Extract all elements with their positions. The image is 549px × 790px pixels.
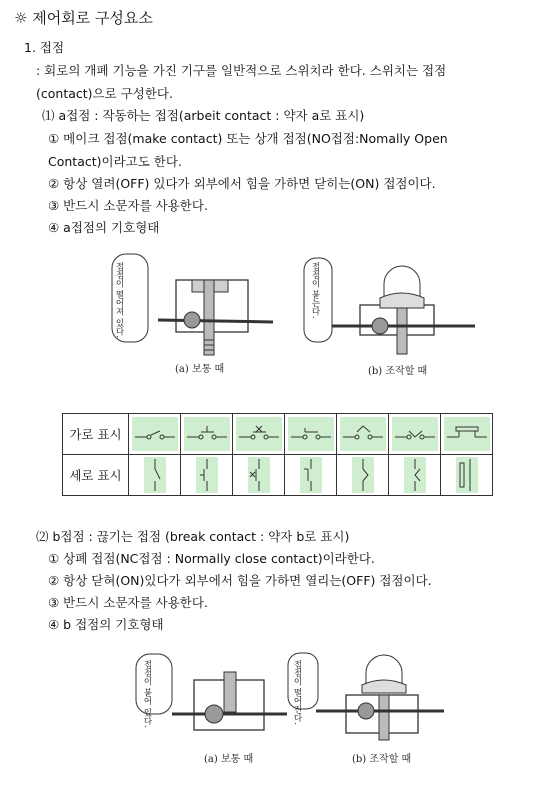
- symbol-horizontal-3: [236, 417, 282, 451]
- b-contact-item4: ④ b 접점의 기호형태: [48, 617, 164, 632]
- a-contact-operated-figure: [300, 250, 490, 360]
- b-contact-operated-figure: [284, 645, 454, 745]
- a-contact-normal-caption: (a) 보통 때: [175, 364, 225, 375]
- b-contact-operated-caption: (b) 조작할 때: [352, 754, 412, 765]
- symbol-horizontal-2: [184, 417, 230, 451]
- vertical-symbol-row: [63, 455, 493, 496]
- row-header-horizontal: 가로 표시: [63, 414, 129, 455]
- symbol-vertical-6: [404, 457, 426, 493]
- page-title: ☼ 제어회로 구성요소: [14, 9, 153, 27]
- section-heading: 1. 접점: [24, 40, 65, 55]
- b-contact-operated-callout: 접점이 떨어진다.: [292, 660, 302, 725]
- symbol-horizontal-6: [392, 417, 438, 451]
- intro-text-line1: : 회로의 개폐 기능을 가진 기구를 일반적으로 스위치라 한다. 스위치는 접점: [36, 63, 447, 78]
- symbol-horizontal-4: [288, 417, 334, 451]
- symbol-vertical-1: [144, 457, 166, 493]
- a-contact-normal-figure: [108, 250, 288, 360]
- symbol-vertical-4: [300, 457, 322, 493]
- symbol-horizontal-7: [444, 417, 490, 451]
- symbol-vertical-5: [352, 457, 374, 493]
- horizontal-symbol-row: [63, 414, 493, 455]
- a-contact-item1-line1: ① 메이크 접점(make contact) 또는 상개 접점(NO접점:Nomally Open: [48, 131, 448, 146]
- a-contact-item4: ④ a접점의 기호형태: [48, 220, 160, 235]
- a-contact-operated-caption: (b) 조작할 때: [368, 366, 428, 377]
- b-contact-heading: ⑵ b접점 : 끊기는 접점 (break contact : 약자 b로 표시): [36, 529, 350, 544]
- a-contact-symbol-table: [62, 413, 493, 496]
- b-contact-normal-figure: [132, 650, 297, 750]
- a-contact-operated-callout: 접점이 붙는다.: [310, 262, 320, 319]
- b-contact-normal-caption: (a) 보통 때: [204, 754, 254, 765]
- a-contact-normal-callout: 접점이 떨어져 있다.: [114, 262, 124, 339]
- a-contact-item1-line2: Contact)이라고도 한다.: [48, 154, 182, 169]
- b-contact-item3: ③ 반드시 소문자를 사용한다.: [48, 595, 208, 610]
- b-contact-normal-callout: 접점이 붙어 있다.: [142, 660, 152, 728]
- a-contact-item2: ② 항상 열려(OFF) 있다가 외부에서 힘을 가하면 닫히는(ON) 접점이다.: [48, 176, 436, 191]
- a-contact-heading: ⑴ a접점 : 작동하는 접점(arbeit contact : 약자 a로 표시): [42, 108, 365, 123]
- b-contact-item1: ① 상폐 접점(NC접점 : Normally close contact)이라한다.: [48, 551, 375, 566]
- row-header-vertical: 세로 표시: [63, 455, 129, 496]
- a-contact-item3: ③ 반드시 소문자를 사용한다.: [48, 198, 208, 213]
- symbol-vertical-2: [196, 457, 218, 493]
- symbol-vertical-3: [248, 457, 270, 493]
- symbol-horizontal-1: [132, 417, 178, 451]
- symbol-horizontal-5: [340, 417, 386, 451]
- intro-text-line2: (contact)으로 구성한다.: [36, 86, 173, 101]
- symbol-vertical-7: [456, 457, 478, 493]
- b-contact-item2: ② 항상 닫혀(ON)있다가 외부에서 힘을 가하면 열리는(OFF) 접점이다.: [48, 573, 432, 588]
